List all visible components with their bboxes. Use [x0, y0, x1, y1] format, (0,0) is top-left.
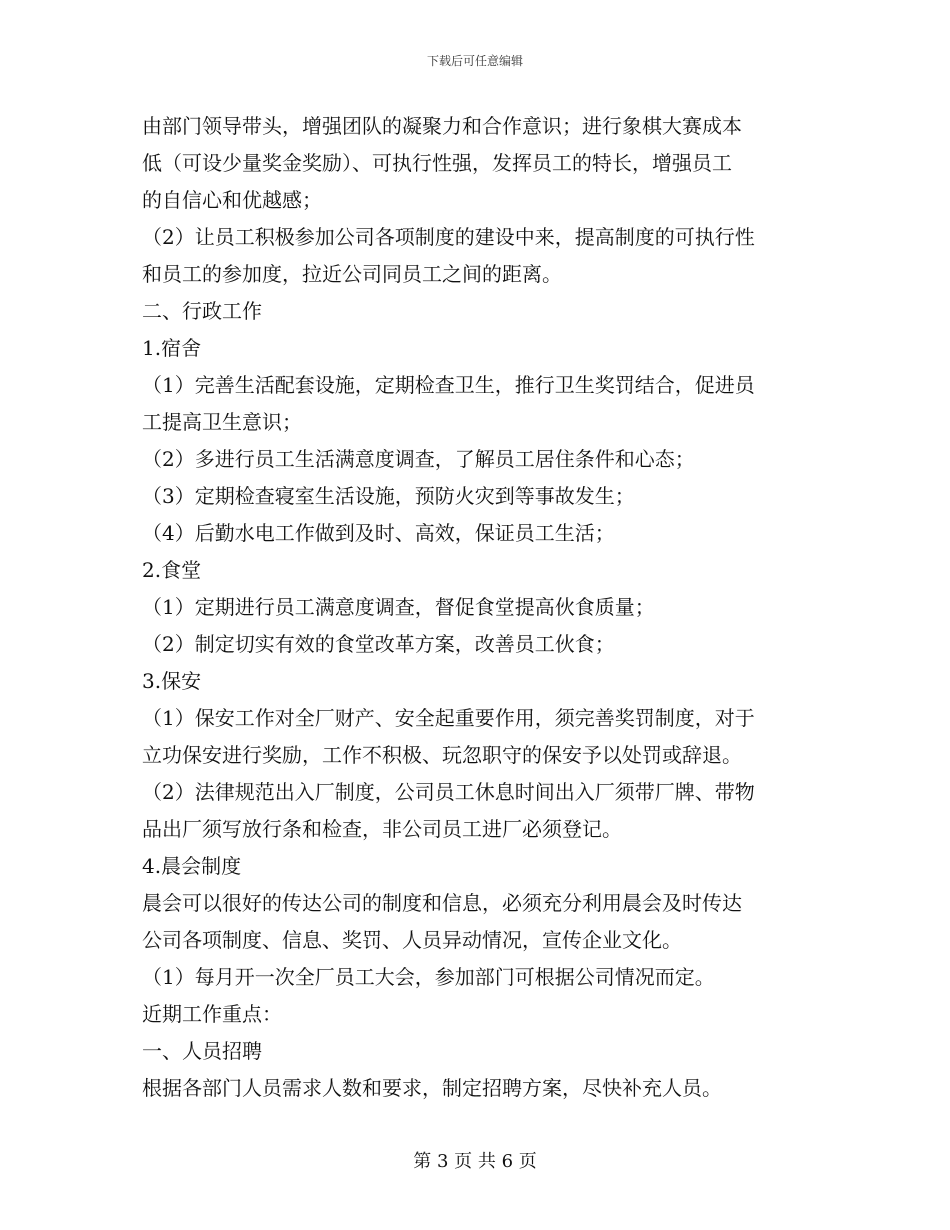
text-line: （3）定期检查寝室生活设施，预防火灾到等事故发生；: [142, 484, 635, 508]
text-line: （2）制定切实有效的食堂改革方案，改善员工伙食；: [142, 632, 615, 656]
document-body: [142, 108, 810, 1107]
text-line: 的自信心和优越感；: [142, 188, 322, 212]
text-line: 立功保安进行奖励，工作不积极、玩忽职守的保安予以处罚或辞退。: [142, 743, 742, 767]
section-heading: 近期工作重点：: [142, 1002, 282, 1026]
text-line: （1）每月开一次全厂员工大会，参加部门可根据公司情况而定。: [142, 965, 715, 989]
text-line: （4）后勤水电工作做到及时、高效，保证员工生活；: [142, 521, 615, 545]
text-line: （2）法律规范出入厂制度，公司员工休息时间出入厂须带厂牌、带物: [142, 780, 755, 804]
text-line: （1）完善生活配套设施，定期检查卫生，推行卫生奖罚结合，促进员: [142, 373, 755, 397]
subsection-heading: 1.宿舍: [142, 336, 202, 360]
section-heading: 二、行政工作: [142, 299, 262, 323]
text-line: （2）多进行员工生活满意度调查，了解员工居住条件和心态；: [142, 447, 695, 471]
text-line: （1）保安工作对全厂财产、安全起重要作用，须完善奖罚制度，对于: [142, 706, 755, 730]
text-line: 低（可设少量奖金奖励）、可执行性强，发挥员工的特长，增强员工: [142, 151, 732, 175]
text-line: 晨会可以很好的传达公司的制度和信息，必须充分利用晨会及时传达: [142, 891, 742, 915]
text-line: 品出厂须写放行条和检查，非公司员工进厂必须登记。: [142, 817, 622, 841]
text-line: 公司各项制度、信息、奖罚、人员异动情况，宣传企业文化。: [142, 928, 682, 952]
subsection-heading: 3.保安: [142, 669, 202, 693]
text-line: （1）定期进行员工满意度调查，督促食堂提高伙食质量；: [142, 595, 655, 619]
text-line: 和员工的参加度，拉近公司同员工之间的距离。: [142, 262, 562, 286]
text-line: （2）让员工积极参加公司各项制度的建设中来，提高制度的可执行性: [142, 225, 755, 249]
page-header: 下载后可任意编辑: [426, 54, 523, 68]
subsection-heading: 2.食堂: [142, 558, 202, 582]
subsection-heading: 4.晨会制度: [142, 854, 242, 878]
text-line: 工提高卫生意识；: [142, 410, 302, 434]
text-line: 根据各部门人员需求人数和要求，制定招聘方案，尽快补充人员。: [142, 1076, 722, 1100]
section-heading: 一、人员招聘: [142, 1039, 262, 1063]
page-number: 第 3 页 共 6 页: [413, 1151, 537, 1172]
text-line: 由部门领导带头，增强团队的凝聚力和合作意识；进行象棋大赛成本: [142, 114, 742, 138]
